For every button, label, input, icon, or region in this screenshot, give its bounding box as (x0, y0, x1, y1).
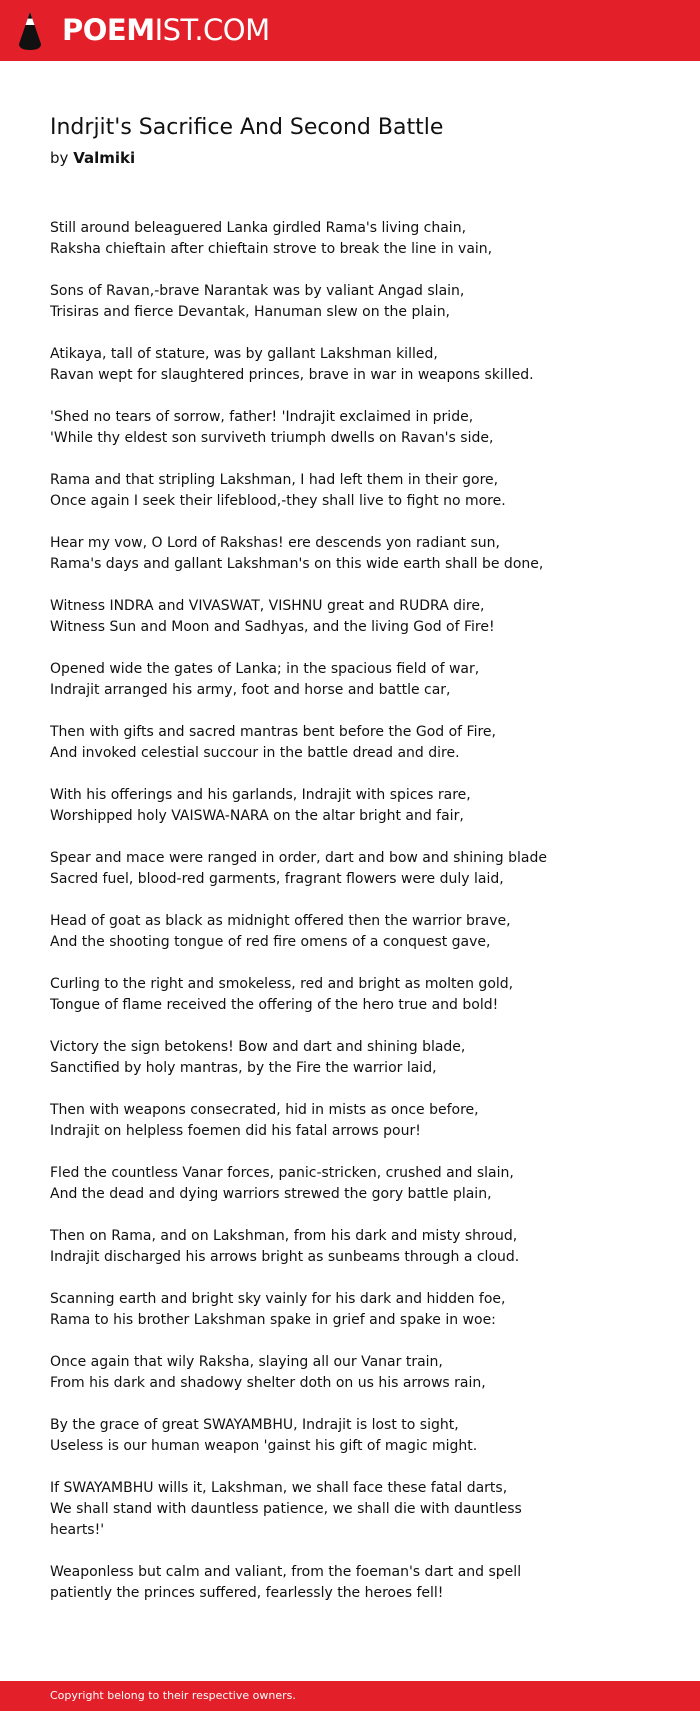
poem-stanza (50, 1037, 550, 1079)
poem-line: If SWAYAMBHU wills it, Lakshman, we shall face these fatal darts, (50, 1480, 508, 1496)
poem-line: Then with weapons consecrated, hid in mists as once before, (50, 1102, 479, 1118)
poem-line: Sanctified by holy mantras, by the Fire the warrior laid, (50, 1060, 437, 1076)
poem-stanza (50, 659, 550, 701)
poem-line: Ravan wept for slaughtered princes, brave in war in weapons skilled. (50, 367, 534, 383)
poem-line: Victory the sign betokens! Bow and dart and shining blade, (50, 1039, 466, 1055)
poem-line: Hear my vow, O Lord of Rakshas! ere descends yon radiant sun, (50, 535, 500, 551)
logo-text-rest: IST.COM (154, 13, 270, 47)
site-footer (0, 1681, 700, 1711)
poem-line: Once again I seek their lifeblood,-they shall live to fight no more. (50, 493, 506, 509)
poem-stanza (50, 470, 550, 512)
poem-line: Rama and that stripling Lakshman, I had left them in their gore, (50, 472, 499, 488)
poem-line: Once again that wily Raksha, slaying all our Vanar train, (50, 1354, 443, 1370)
poem-line: Worshipped holy VAISWA-NARA on the altar bright and fair, (50, 808, 464, 824)
poem-stanza (50, 218, 550, 260)
poem-line: With his offerings and his garlands, Indrajit with spices rare, (50, 787, 471, 803)
poem-stanza (50, 1478, 550, 1541)
poem-line: Spear and mace were ranged in order, dart and bow and shining blade (50, 850, 547, 866)
poem-line: Rama's days and gallant Lakshman's on this wide earth shall be done, (50, 556, 544, 572)
poem-stanza (50, 407, 550, 449)
poem-line: Witness INDRA and VIVASWAT, VISHNU great and RUDRA dire, (50, 598, 485, 614)
poem-stanza (50, 1163, 550, 1205)
poem-byline (50, 147, 135, 169)
poem-stanza (50, 911, 550, 953)
poem-line: Raksha chieftain after chieftain strove to break the line in vain, (50, 241, 493, 257)
poem-line: 'While thy eldest son surviveth triumph dwells on Ravan's side, (50, 430, 494, 446)
poem-line: Tongue of flame received the offering of the hero true and bold! (50, 997, 499, 1013)
poem-line: We shall stand with dauntless patience, we shall die with dauntless (50, 1501, 522, 1517)
poem-stanza (50, 1415, 550, 1457)
poem-author: Valmiki (73, 149, 136, 167)
poem-body (50, 218, 550, 1625)
logo-text-bold: POEM (62, 13, 155, 47)
poem-line: Trisiras and fierce Devantak, Hanuman slew on the plain, (50, 304, 451, 320)
poem-stanza (50, 974, 550, 1016)
poem-line: Sacred fuel, blood-red garments, fragrant flowers were duly laid, (50, 871, 504, 887)
poem-stanza (50, 596, 550, 638)
poem-stanza (50, 848, 550, 890)
poem-line: patiently the princes suffered, fearlessly the heroes fell! (50, 1585, 444, 1601)
poem-line: Opened wide the gates of Lanka; in the spacious field of war, (50, 661, 480, 677)
poem-line: Indrajit on helpless foemen did his fatal arrows pour! (50, 1123, 421, 1139)
poem-title: Indrjit's Sacrifice And Second Battle (50, 115, 444, 140)
poem-line: Useless is our human weapon 'gainst his gift of magic might. (50, 1438, 478, 1454)
poem-line: Indrajit arranged his army, foot and horse and battle car, (50, 682, 451, 698)
poem-line: Then with gifts and sacred mantras bent before the God of Fire, (50, 724, 496, 740)
site-header (0, 0, 700, 61)
poem-line: Fled the countless Vanar forces, panic-stricken, crushed and slain, (50, 1165, 514, 1181)
poem-line: From his dark and shadowy shelter doth on us his arrows rain, (50, 1375, 486, 1391)
poem-stanza (50, 1562, 550, 1604)
poem-line: And the shooting tongue of red fire omens of a conquest gave, (50, 934, 491, 950)
poem-line: Atikaya, tall of stature, was by gallant Lakshman killed, (50, 346, 438, 362)
poem-line: By the grace of great SWAYAMBHU, Indrajit is lost to sight, (50, 1417, 459, 1433)
poem-line: Curling to the right and smokeless, red and bright as molten gold, (50, 976, 514, 992)
poem-line: Indrajit discharged his arrows bright as sunbeams through a cloud. (50, 1249, 520, 1265)
poem-stanza (50, 722, 550, 764)
poem-line: Scanning earth and bright sky vainly for his dark and hidden foe, (50, 1291, 506, 1307)
poem-stanza (50, 1226, 550, 1268)
poem-line: Weaponless but calm and valiant, from the foeman's dart and spell (50, 1564, 522, 1580)
poem-stanza (50, 281, 550, 323)
poem-line: hearts!' (50, 1522, 105, 1538)
poem-stanza (50, 344, 550, 386)
poem-line: Rama to his brother Lakshman spake in grief and spake in woe: (50, 1312, 496, 1328)
poem-line: Head of goat as black as midnight offered then the warrior brave, (50, 913, 511, 929)
poem-stanza (50, 785, 550, 827)
by-label: by (50, 149, 69, 167)
copyright-notice: Copyright belong to their respective owners. (50, 1689, 296, 1702)
poem-line: 'Shed no tears of sorrow, father! 'Indrajit exclaimed in pride, (50, 409, 474, 425)
poem-stanza (50, 533, 550, 575)
pencil-tip-icon (17, 10, 43, 52)
poem-stanza (50, 1289, 550, 1331)
poem-line: And the dead and dying warriors strewed the gory battle plain, (50, 1186, 492, 1202)
poem-stanza (50, 1100, 550, 1142)
poem-line: And invoked celestial succour in the battle dread and dire. (50, 745, 460, 761)
poem-line: Then on Rama, and on Lakshman, from his dark and misty shroud, (50, 1228, 518, 1244)
poem-stanza (50, 1352, 550, 1394)
site-logo-link[interactable] (62, 12, 270, 48)
poem-line: Witness Sun and Moon and Sadhyas, and the living God of Fire! (50, 619, 495, 635)
poem-line: Sons of Ravan,-brave Narantak was by valiant Angad slain, (50, 283, 465, 299)
poem-line: Still around beleaguered Lanka girdled Rama's living chain, (50, 220, 467, 236)
